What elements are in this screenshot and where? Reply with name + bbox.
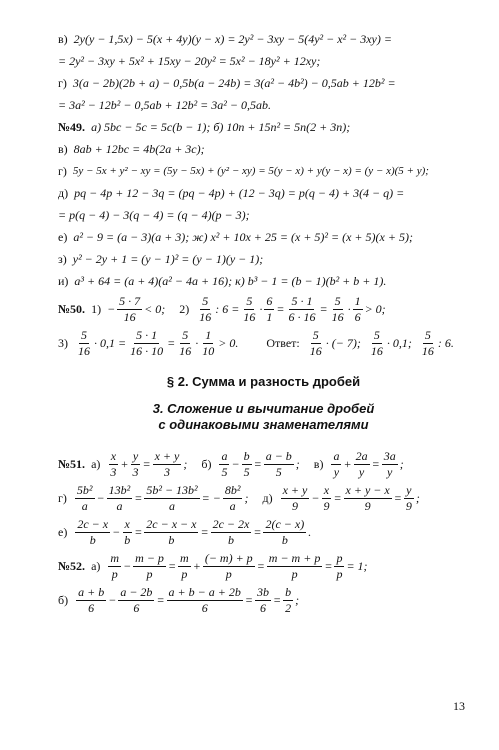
line-48v <box>58 28 469 50</box>
item-label: г) <box>58 163 67 178</box>
fraction: $\frac{3a}{y}$ <box>383 448 396 479</box>
line-48g-cont <box>58 94 469 116</box>
item-label: а) <box>91 558 101 573</box>
fraction: $\frac{x + y - x}{9}$ <box>345 482 390 513</box>
fraction: $\frac{a + b}{6}$ <box>78 584 105 615</box>
line-51-1: №51. а) $\frac{x}{3}$ + $\frac{y}{3}$ = $\frac{x + y}{3}$ ; б) $\frac{a}{5}$ − $\frac{b}{5}$ = $\frac{a - b}{5}$ ; в) $\frac{a}{y}$ + $\frac{2a}{y}$ = $\frac{3a}{y}$ ; <box>58 448 404 479</box>
page-number: 13 <box>453 699 465 713</box>
item-label: б) <box>58 592 69 607</box>
equation: pq − 4p + 12 − 3q = (pq − 4p) + (12 − 3q) = p(q − 4) + 3(4 − q) = <box>74 185 405 200</box>
item-label: г) <box>58 75 67 90</box>
result: = 1; <box>346 558 368 573</box>
item-label: д) <box>58 185 69 200</box>
line-49d-cont <box>58 204 469 226</box>
item-label: 2) <box>179 301 190 316</box>
line-49z <box>58 248 469 270</box>
item-label: а) <box>91 456 101 471</box>
line-49e <box>58 226 469 248</box>
equation: a² − 9 = (a − 3)(a + 3); ж) x² + 10x + 25 = (x + 5)² = (x + 5)(x + 5); <box>73 229 413 244</box>
fraction: $\frac{b}{5}$ <box>243 448 250 479</box>
fraction: $\frac{p}{p}$ <box>336 550 343 581</box>
fraction: $\frac{a}{y}$ <box>333 448 340 479</box>
fraction: $\frac{1}{10}$ <box>202 327 215 358</box>
line-48v-cont <box>58 50 469 72</box>
equation: 8ab + 12bc = 4b(2a + 3c); <box>73 141 205 156</box>
fraction: $\frac{m - p}{p}$ <box>135 550 164 581</box>
relation: > 0; <box>364 301 386 316</box>
item-label: 1) <box>91 301 102 316</box>
operator: : 6 = <box>215 301 240 316</box>
fraction: $\frac{5}{16}$ <box>421 327 434 358</box>
item-label: 3) <box>58 335 68 350</box>
subsection-title-line2: с одинаковыми знаменателями <box>158 417 369 432</box>
fraction: $\frac{y}{3}$ <box>132 448 139 479</box>
exercise-number: №52. <box>58 558 86 573</box>
fraction: $\frac{2c - x - x}{b}$ <box>146 516 197 547</box>
fraction: $\frac{5 \cdot 7}{16}$ <box>119 293 141 324</box>
operator: · 0,1 = <box>94 335 127 350</box>
fraction: $\frac{5}{16}$ <box>309 327 322 358</box>
fraction: $\frac{\text{13b²}}{a}$ <box>108 482 131 513</box>
item-label: в) <box>58 141 68 156</box>
exercise-number: №51. <box>58 456 86 471</box>
line-51-3: е) $\frac{2c - x}{b}$ − $\frac{x}{b}$ = $\frac{2c - x - x}{b}$ = $\frac{2c - 2x}{b}$ = $\frac{2(c - x)}{b}$ . <box>58 516 312 547</box>
line-52-1: №52. а) $\frac{m}{p}$ − $\frac{m - p}{p}$ = $\frac{m}{p}$ + $\frac{(- m) + p}{p}$ = $\frac{m - m + p}{p}$ = $\frac{p}{p}$ = 1; <box>58 550 368 581</box>
fraction: $\frac{a - 2b}{6}$ <box>120 584 153 615</box>
line-49i <box>58 270 469 292</box>
fraction: $\frac{2(c - x)}{b}$ <box>265 516 305 547</box>
fraction: $\frac{5 \cdot 1}{6 \cdot 16}$ <box>288 293 316 324</box>
item-label: е) <box>58 524 68 539</box>
answer-part: · 0,1; <box>386 335 412 350</box>
fraction: $\frac{(- m) + p}{p}$ <box>204 550 253 581</box>
item-label: б) <box>201 456 212 471</box>
fraction: $\frac{1}{6}$ <box>354 293 361 324</box>
fraction: $\frac{2c - x}{b}$ <box>77 516 109 547</box>
equation: 5y − 5x + y² − xy = (5y − 5x) + (y² − xy) = 5(y − x) + y(y − x) = (y − x)(5 + y); <box>72 164 429 177</box>
equation: = 2y² − 3xy + 5x² + 15xy − 20y² = 5x² − 18y² + 12xy; <box>58 53 321 68</box>
section-title: § 2. Сумма и разность дробей <box>166 374 361 389</box>
fraction: $\frac{m - m + p}{p}$ <box>268 550 321 581</box>
subsection-title-line1: 3. Сложение и вычитание дробей <box>152 401 375 416</box>
fraction: $\frac{a - b}{5}$ <box>265 448 292 479</box>
equation: = p(q − 4) − 3(q − 4) = (q − 4)(p − 3); <box>58 207 250 222</box>
answer-part: : 6. <box>437 335 454 350</box>
line-49v <box>58 138 469 160</box>
fraction: $\frac{x}{b}$ <box>124 516 131 547</box>
item-label: в) <box>58 31 68 46</box>
exercise-number: №50. <box>58 301 86 316</box>
item-label: г) <box>58 490 67 505</box>
fraction: $\frac{5}{16}$ <box>370 327 383 358</box>
fraction: $\frac{x + y}{9}$ <box>282 482 308 513</box>
fraction: $\frac{x}{9}$ <box>323 482 330 513</box>
line-49d <box>58 182 469 204</box>
line-51-2: г) $\frac{\text{5b²}}{a}$ − $\frac{\text{13b²}}{a}$ = $\frac{\text{5b² − 13b²}}{a}$ = − $\frac{\text{8b²}}{a}$ ; д) $\frac{x + y}{9}$ − $\frac{x}{9}$ = $\frac{x + y - x}{9}$ = $\frac{y}{9}$ ; <box>58 482 420 513</box>
equation: y² − 2y + 1 = (y − 1)² = (y − 1)(y − 1); <box>72 251 264 266</box>
fraction: $\frac{6}{1}$ <box>266 293 273 324</box>
line-50-2: 3) $\frac{5}{16}$ · 0,1 = $\frac{5 \cdot 1}{16 \cdot 10}$ = $\frac{5}{16}$ · $\frac{1}{10}$ > 0. Ответ: $\frac{5}{16}$ · (− 7); $\frac{5}{16}$ · 0,1; $\frac{5}{16}$ : 6. <box>58 327 454 358</box>
relation: < 0; <box>144 301 166 316</box>
equation: 2y(y − 1,5x) − 5(x + 4y)(y − x) = 2y² − 3xy − 5(4y² − x² − 3xy) = <box>73 31 392 46</box>
fraction: $\frac{5}{16}$ <box>243 293 256 324</box>
answer-label: Ответ: <box>266 335 300 350</box>
fraction: $\frac{x}{3}$ <box>110 448 117 479</box>
fraction: $\frac{a}{5}$ <box>221 448 228 479</box>
fraction: $\frac{m}{p}$ <box>110 550 120 581</box>
item-label: д) <box>262 490 273 505</box>
fraction: $\frac{5}{16}$ <box>179 327 192 358</box>
fraction: $\frac{a + b - a + 2b}{6}$ <box>168 584 241 615</box>
relation: > 0. <box>218 335 239 350</box>
item-label: з) <box>58 251 67 266</box>
fraction: $\frac{3b}{6}$ <box>256 584 269 615</box>
exercise-number: №49. <box>58 119 86 134</box>
fraction: $\frac{5}{16}$ <box>331 293 344 324</box>
fraction: $\frac{\text{5b² − 13b²}}{a}$ <box>146 482 198 513</box>
fraction: $\frac{b}{2}$ <box>285 584 292 615</box>
fraction: $\frac{\text{8b²}}{a}$ <box>224 482 241 513</box>
item-label: е) <box>58 229 68 244</box>
equation: a³ + 64 = (a + 4)(a² − 4a + 16); к) b³ − 1 = (b − 1)(b² + b + 1). <box>74 273 387 288</box>
line-48g <box>58 72 469 94</box>
fraction: $\frac{2a}{y}$ <box>355 448 368 479</box>
line-49 <box>58 116 469 138</box>
fraction: $\frac{5 \cdot 1}{16 \cdot 10}$ <box>130 327 164 358</box>
item-label: в) <box>313 456 324 471</box>
answer-part: · (− 7); <box>325 335 361 350</box>
fraction: $\frac{\text{5b²}}{a}$ <box>76 482 93 513</box>
equation: = 3a² − 12b² − 0,5ab + 12b² = 3a² − 0,5ab. <box>58 97 271 112</box>
fraction: $\frac{5}{16}$ <box>199 293 212 324</box>
line-49g <box>58 160 469 182</box>
equation: 3(a − 2b)(2b + a) − 0,5b(a − 24b) = 3(a² − 4b²) − 0,5ab + 12b² = <box>72 75 396 90</box>
fraction: $\frac{y}{9}$ <box>405 482 412 513</box>
subsection-title <box>58 401 469 433</box>
fraction: $\frac{m}{p}$ <box>180 550 189 581</box>
line-52-2: б) $\frac{a + b}{6}$ − $\frac{a - 2b}{6}$ = $\frac{a + b - a + 2b}{6}$ = $\frac{3b}{6}$ = $\frac{b}{2}$ ; <box>58 584 300 615</box>
fraction: $\frac{5}{16}$ <box>78 327 90 358</box>
item-label: и) <box>58 273 69 288</box>
fraction: $\frac{2c - 2x}{b}$ <box>212 516 250 547</box>
equation: а) 5bc − 5c = 5c(b − 1); б) 10n + 15n² = 5n(2 + 3n); <box>91 119 351 134</box>
line-50-1: №50. 1) − $\frac{5 \cdot 7}{16}$ < 0; 2) $\frac{5}{16}$ : 6 = $\frac{5}{16}$ · $\frac{6}{1}$ = $\frac{5 \cdot 1}{6 \cdot 16}$ = $\frac{5}{16}$ · $\frac{1}{6}$ > 0; <box>58 293 386 324</box>
fraction: $\frac{x + y}{3}$ <box>154 448 180 479</box>
